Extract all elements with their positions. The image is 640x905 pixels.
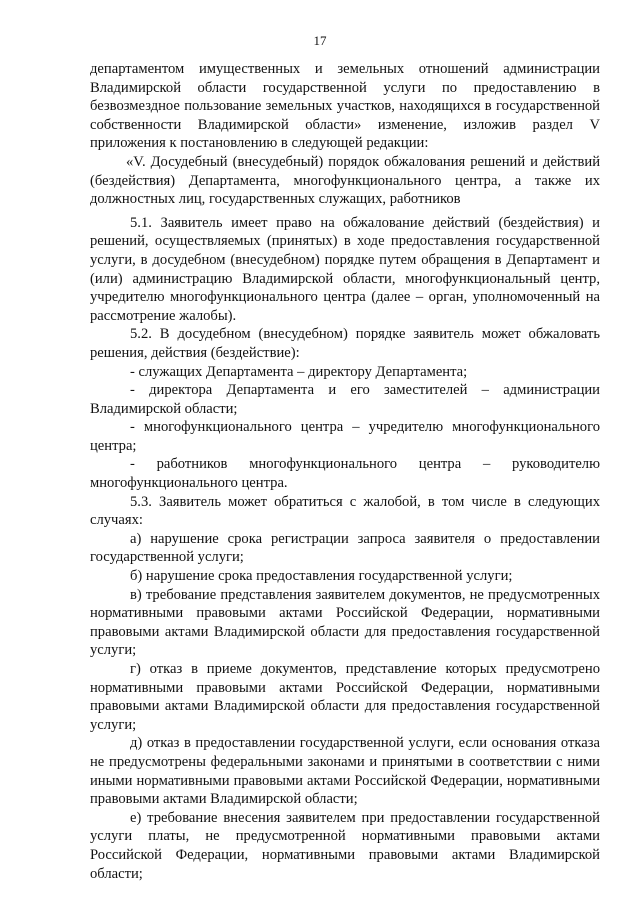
list-item-mfc-workers: - работников многофункционального центра – руководителю многофункционального центра. (90, 456, 600, 492)
document-body (90, 60, 600, 883)
list-item-director: - директора Департамента и его заместителей – администрации Владимирской области; (90, 382, 600, 417)
list-item-mfc: - многофункционального центра – учредителю многофункционального центра; (90, 419, 600, 454)
case-e: е) требование внесения заявителем при предоставлении государственной услуги платы, не предусмотренной нормативными правовыми актами Российской Федерации, нормативными правовыми актами Владимирской области; (90, 809, 600, 882)
paragraph-intro: департаментом имущественных и земельных отношений администрации Владимирской области государственной услуги по предоставлению в безвозмездное пользование земельных участков, находящихся в государственной собственности Владимирской области» изменение, изложив раздел V приложения к постановлению в следующей редакции: (90, 61, 600, 152)
case-d: д) отказ в предоставлении государственной услуги, если основания отказа не предусмотрены федеральными законами и принятыми в соответствии с ними иными нормативными правовыми актами Российской Федерации, нормативными правовыми актами Владимирской области; (90, 735, 600, 808)
list-item-employees: - служащих Департамента – директору Департамента; (130, 363, 468, 380)
page-number: 17 (313, 33, 327, 48)
case-a: а) нарушение срока регистрации запроса заявителя о предоставлении государственной услуги; (90, 530, 600, 566)
paragraph-5-2: 5.2. В досудебном (внесудебном) порядке заявитель может обжаловать решения, действия (бездействие): (90, 326, 600, 361)
paragraph-5-1: 5.1. Заявитель имеет право на обжалование действий (бездействия) и решений, осуществляемых (принятых) в ходе предоставления государственной услуги, в досудебном (внесудебном) порядке путем обращения в Департамент и (или) администрацию Владимирской области, многофункциональный центр, учредителю многофункционального центра (далее – орган, уполномоченный на рассмотрение жалобы). (90, 214, 600, 324)
case-g: г) отказ в приеме документов, представление которых предусмотрено нормативными правовыми актами Российской Федерации, нормативными правовыми актами Владимирской области для предоставления государственной услуги; (90, 661, 600, 733)
section-heading: «V. Досудебный (внесудебный) порядок обжалования решений и действий (бездействия) Департамента, многофункционального центра, а также их должностных лиц, государственных служащих, работников (90, 153, 600, 208)
paragraph-5-3: 5.3. Заявитель может обратиться с жалобой, в том числе в следующих случаях: (90, 493, 600, 529)
case-b: б) нарушение срока предоставления государственной услуги; (130, 568, 513, 585)
case-v: в) требование представления заявителем документов, не предусмотренных нормативными правовыми актами Российской Федерации, нормативными правовыми актами Владимирской области для предоставления государственной услуги; (90, 586, 600, 659)
